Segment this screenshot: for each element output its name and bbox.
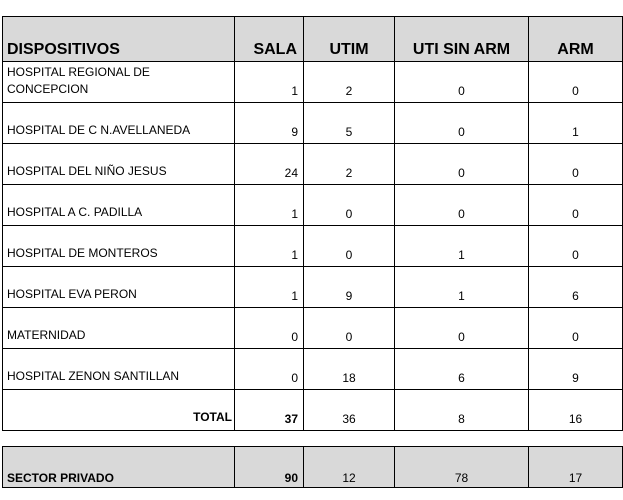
table-row — [3, 144, 623, 185]
row-name: HOSPITAL ZENON SANTILLAN — [3, 349, 235, 390]
row-utim: 18 — [304, 349, 395, 390]
row-name: HOSPITAL DE MONTEROS — [3, 226, 235, 267]
row-sala: 1 — [235, 226, 304, 267]
row-name: HOSPITAL DEL NIÑO JESUS — [3, 144, 235, 185]
row-uti-sin-arm: 1 — [395, 226, 529, 267]
sector-privado-utim: 12 — [304, 447, 395, 488]
header-dispositivos: DISPOSITIVOS — [3, 17, 235, 62]
row-sala: 9 — [235, 103, 304, 144]
row-utim: 9 — [304, 267, 395, 308]
table-row — [3, 62, 623, 103]
total-label: TOTAL — [3, 390, 235, 431]
row-uti-sin-arm: 0 — [395, 62, 529, 103]
header-utim: UTIM — [304, 17, 395, 62]
header-row — [3, 17, 623, 62]
total-sala: 37 — [235, 390, 304, 431]
table-row — [3, 103, 623, 144]
total-utim: 36 — [304, 390, 395, 431]
beds-table — [2, 16, 623, 431]
row-name: HOSPITAL A C. PADILLA — [3, 185, 235, 226]
row-name: HOSPITAL REGIONAL DE CONCEPCION — [3, 62, 235, 103]
row-name: HOSPITAL EVA PERON — [3, 267, 235, 308]
row-uti-sin-arm: 0 — [395, 308, 529, 349]
row-arm: 0 — [529, 185, 623, 226]
header-arm: ARM — [529, 17, 623, 62]
sector-privado-row — [3, 447, 623, 488]
row-utim: 5 — [304, 103, 395, 144]
row-sala: 1 — [235, 267, 304, 308]
total-arm: 16 — [529, 390, 623, 431]
row-utim: 2 — [304, 62, 395, 103]
row-arm: 9 — [529, 349, 623, 390]
row-name: MATERNIDAD — [3, 308, 235, 349]
row-arm: 0 — [529, 308, 623, 349]
sector-privado-table — [2, 446, 623, 488]
row-utim: 2 — [304, 144, 395, 185]
row-utim: 0 — [304, 226, 395, 267]
row-arm: 0 — [529, 144, 623, 185]
row-arm: 6 — [529, 267, 623, 308]
table-row — [3, 267, 623, 308]
row-sala: 1 — [235, 185, 304, 226]
header-uti-sin-arm: UTI SIN ARM — [395, 17, 529, 62]
sector-privado-label: SECTOR PRIVADO — [3, 447, 235, 488]
row-sala: 0 — [235, 308, 304, 349]
total-uti-sin-arm: 8 — [395, 390, 529, 431]
sector-privado-sala: 90 — [235, 447, 304, 488]
table-row — [3, 308, 623, 349]
sector-privado-uti-sin-arm: 78 — [395, 447, 529, 488]
table-row — [3, 349, 623, 390]
header-sala: SALA — [235, 17, 304, 62]
row-arm: 1 — [529, 103, 623, 144]
row-utim: 0 — [304, 185, 395, 226]
row-sala: 24 — [235, 144, 304, 185]
row-utim: 0 — [304, 308, 395, 349]
table-row — [3, 226, 623, 267]
row-arm: 0 — [529, 226, 623, 267]
row-uti-sin-arm: 0 — [395, 144, 529, 185]
row-sala: 1 — [235, 62, 304, 103]
row-uti-sin-arm: 0 — [395, 185, 529, 226]
table-row — [3, 185, 623, 226]
row-arm: 0 — [529, 62, 623, 103]
sector-privado-arm: 17 — [529, 447, 623, 488]
row-uti-sin-arm: 6 — [395, 349, 529, 390]
total-row — [3, 390, 623, 431]
row-sala: 0 — [235, 349, 304, 390]
row-name: HOSPITAL DE C N.AVELLANEDA — [3, 103, 235, 144]
row-uti-sin-arm: 1 — [395, 267, 529, 308]
row-uti-sin-arm: 0 — [395, 103, 529, 144]
